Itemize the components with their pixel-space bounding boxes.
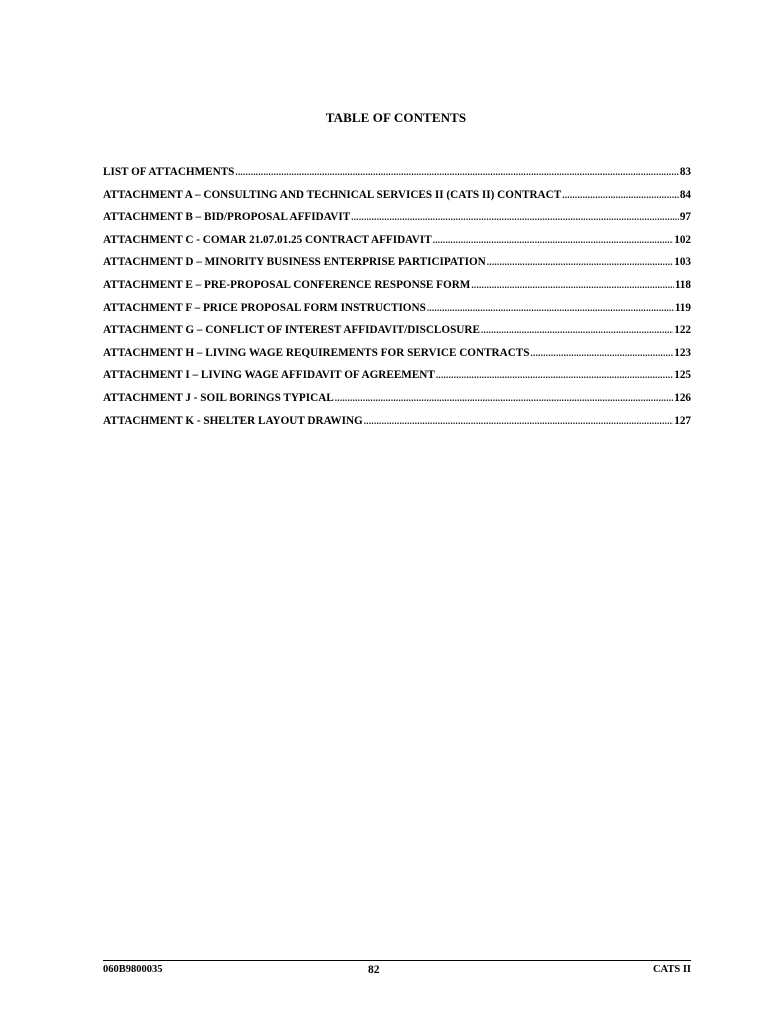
toc-entry[interactable] xyxy=(103,414,691,437)
dot-leader xyxy=(364,414,673,424)
dot-leader xyxy=(471,278,673,288)
dot-leader xyxy=(235,165,678,175)
dot-leader xyxy=(562,188,679,198)
toc-entry-label: ATTACHMENT C - COMAR 21.07.01.25 CONTRACT AFFIDAVIT xyxy=(103,233,432,246)
toc-entry-page: 83 xyxy=(679,166,691,178)
toc-entry[interactable] xyxy=(103,278,691,301)
toc-entry-page: 103 xyxy=(674,256,691,269)
toc-entry-page: 84 xyxy=(679,188,691,201)
toc-entry-label: ATTACHMENT I – LIVING WAGE AFFIDAVIT OF AGREEMENT xyxy=(103,369,435,382)
toc-entry-page: 97 xyxy=(679,211,691,224)
toc-entry-label: ATTACHMENT J - SOIL BORINGS TYPICAL xyxy=(103,391,334,404)
toc-entry-label: LIST OF ATTACHMENTS xyxy=(103,166,235,178)
toc-entry-label: ATTACHMENT D – MINORITY BUSINESS ENTERPRISE PARTICIPATION xyxy=(103,256,486,269)
toc-entry[interactable] xyxy=(103,210,691,233)
toc-entry[interactable] xyxy=(103,346,691,369)
toc-entry-label: ATTACHMENT E – PRE-PROPOSAL CONFERENCE RESPONSE FORM xyxy=(103,278,471,291)
toc-entry[interactable] xyxy=(103,233,691,256)
contract-name: CATS II xyxy=(652,964,691,975)
dot-leader xyxy=(481,323,673,333)
toc-entry-page: 102 xyxy=(674,233,691,246)
toc-entry-page: 123 xyxy=(674,346,691,359)
toc-entry[interactable] xyxy=(103,301,691,324)
document-number: 060B9800035 xyxy=(103,964,163,975)
dot-leader xyxy=(427,301,674,311)
page-title: TABLE OF CONTENTS xyxy=(325,110,467,125)
dot-leader xyxy=(487,255,673,265)
toc-entry-page: 127 xyxy=(674,414,691,427)
page-number: 82 xyxy=(368,964,380,976)
dot-leader xyxy=(436,368,673,378)
toc-entry-page: 126 xyxy=(674,391,691,404)
footer-divider xyxy=(103,960,691,961)
dot-leader xyxy=(351,210,679,220)
toc-entry[interactable] xyxy=(103,323,691,346)
toc-entry-label: ATTACHMENT B – BID/PROPOSAL AFFIDAVIT xyxy=(103,211,351,224)
toc-entry[interactable] xyxy=(103,255,691,278)
toc-entry[interactable] xyxy=(103,165,691,188)
toc-entry-label: ATTACHMENT H – LIVING WAGE REQUIREMENTS FOR SERVICE CONTRACTS xyxy=(103,346,530,359)
toc-entry-page: 122 xyxy=(674,324,691,337)
toc-entry[interactable] xyxy=(103,391,691,414)
toc-entry[interactable] xyxy=(103,188,691,211)
toc-entry[interactable] xyxy=(103,368,691,391)
toc-entry-page: 125 xyxy=(674,369,691,382)
dot-leader xyxy=(335,391,673,401)
toc-entry-label: ATTACHMENT F – PRICE PROPOSAL FORM INSTRUCTIONS xyxy=(103,301,426,314)
dot-leader xyxy=(433,233,674,243)
toc-entry-label: ATTACHMENT A – CONSULTING AND TECHNICAL SERVICES II (CATS II) CONTRACT xyxy=(103,188,562,201)
toc-entry-label: ATTACHMENT K - SHELTER LAYOUT DRAWING xyxy=(103,414,363,427)
toc-entry-page: 119 xyxy=(674,301,691,314)
toc-entry-label: ATTACHMENT G – CONFLICT OF INTEREST AFFIDAVIT/DISCLOSURE xyxy=(103,324,480,337)
toc-list xyxy=(103,165,691,436)
toc-entry-page: 118 xyxy=(674,278,691,291)
dot-leader xyxy=(530,346,673,356)
